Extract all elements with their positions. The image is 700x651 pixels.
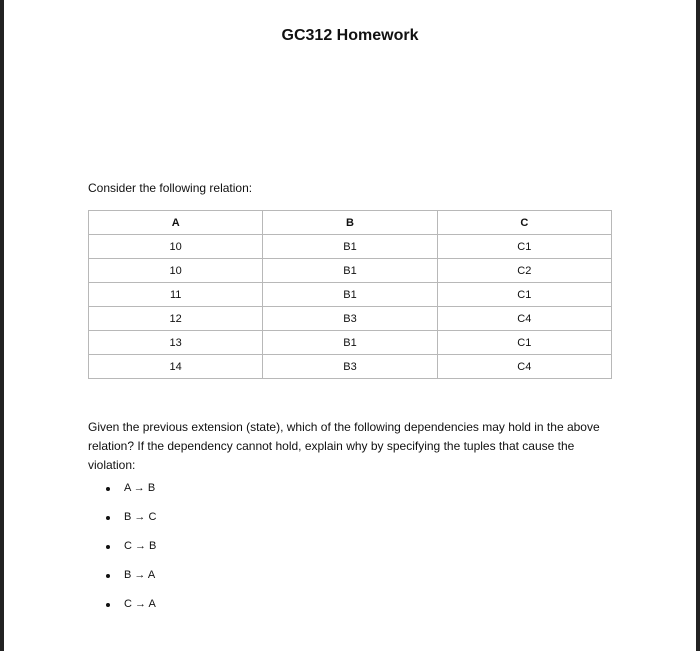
table-cell: B1 xyxy=(263,235,437,259)
dependency-label: A → B xyxy=(124,482,156,494)
dependency-label: C → B xyxy=(124,540,157,552)
table-cell: B1 xyxy=(263,331,437,355)
list-item xyxy=(106,540,156,569)
table-row xyxy=(89,259,612,283)
table-cell: B1 xyxy=(263,259,437,283)
list-item xyxy=(106,569,156,598)
table-cell: 11 xyxy=(89,283,263,307)
table-row xyxy=(89,331,612,355)
table-cell: 10 xyxy=(89,235,263,259)
question-text: Given the previous extension (state), which of the following dependencies may hold in the above relation? If the dependency cannot hold, explain why by specifying the tuples that cause the violation: xyxy=(88,420,600,472)
table-cell: C1 xyxy=(437,331,611,355)
table-cell: 10 xyxy=(89,259,263,283)
list-item xyxy=(106,511,156,540)
list-item xyxy=(106,482,156,511)
table-row xyxy=(89,283,612,307)
table-cell: 13 xyxy=(89,331,263,355)
table-cell: C2 xyxy=(437,259,611,283)
table-cell: B1 xyxy=(263,283,437,307)
table-header-row xyxy=(89,211,612,235)
table-cell: B3 xyxy=(263,307,437,331)
bullet-icon xyxy=(106,487,110,491)
table-cell: B3 xyxy=(263,355,437,379)
dependency-label: B → C xyxy=(124,511,157,523)
bullet-icon xyxy=(106,516,110,520)
right-border xyxy=(696,0,700,651)
table-cell: C4 xyxy=(437,307,611,331)
column-header-c: C xyxy=(437,211,611,235)
bullet-icon xyxy=(106,603,110,607)
list-item xyxy=(106,598,156,627)
table-cell: C4 xyxy=(437,355,611,379)
column-header-b: B xyxy=(263,211,437,235)
column-header-a: A xyxy=(89,211,263,235)
table-cell: C1 xyxy=(437,235,611,259)
relation-table xyxy=(88,210,612,379)
table-row xyxy=(89,235,612,259)
table-cell: C1 xyxy=(437,283,611,307)
page-title: GC312 Homework xyxy=(281,27,419,44)
bullet-icon xyxy=(106,574,110,578)
left-border xyxy=(0,0,4,651)
dependency-list xyxy=(106,482,156,627)
intro-text: Consider the following relation: xyxy=(88,181,253,195)
bullet-icon xyxy=(106,545,110,549)
table-row xyxy=(89,307,612,331)
table-row xyxy=(89,355,612,379)
dependency-label: B → A xyxy=(124,569,156,581)
table-cell: 12 xyxy=(89,307,263,331)
table-cell: 14 xyxy=(89,355,263,379)
dependency-label: C → A xyxy=(124,598,156,610)
